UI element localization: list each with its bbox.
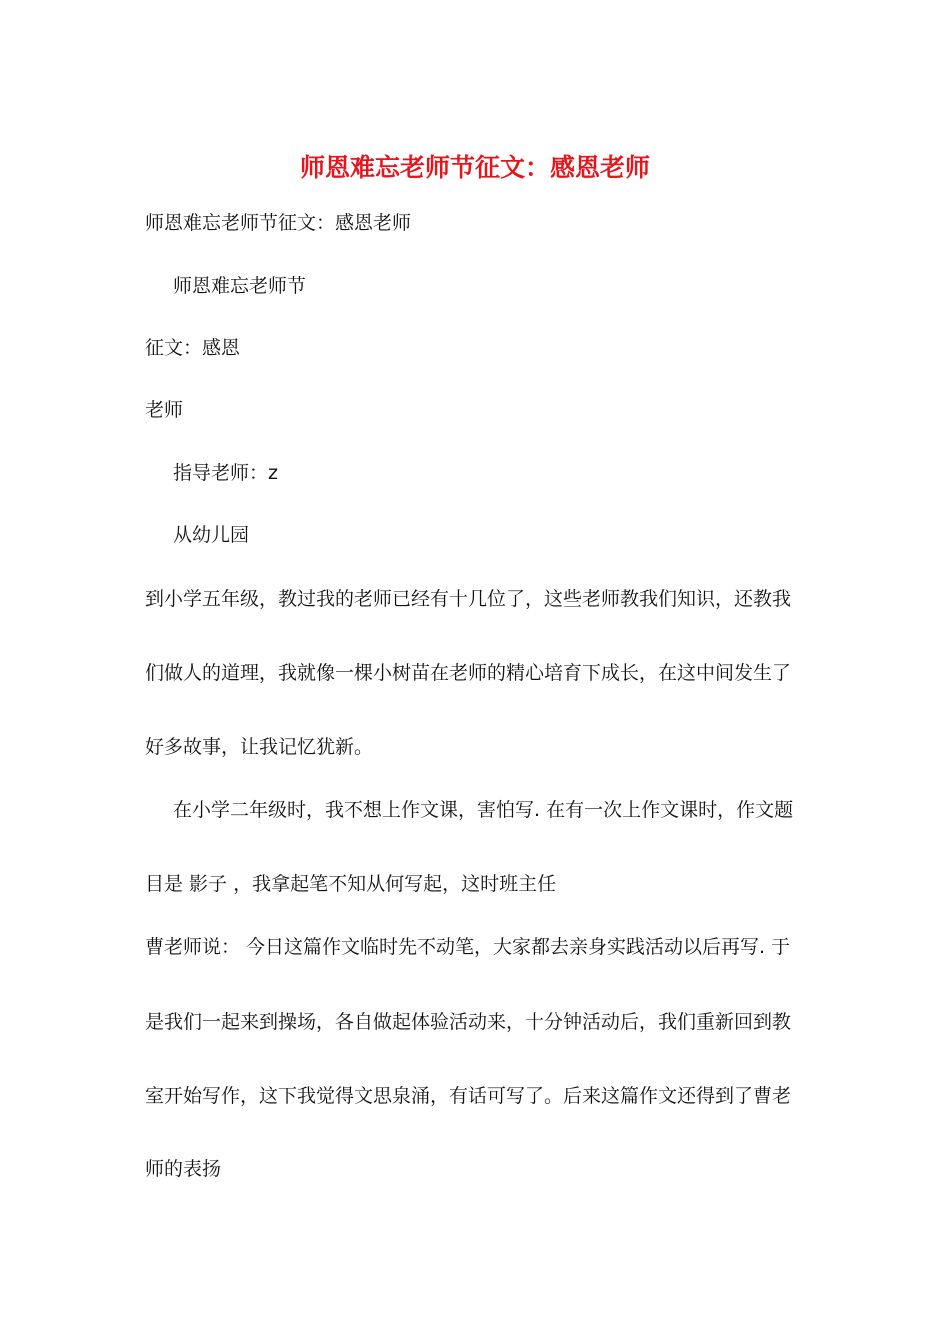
paragraph-line: 室开始写作，这下我觉得文思泉涌，有话可写了。后来这篇作文还得到了曹老: [145, 1085, 792, 1107]
paragraph-line: 是我们一起来到操场，各自做起体验活动来，十分钟活动后，我们重新回到教: [145, 1011, 792, 1033]
paragraph-line: 老师: [145, 399, 184, 421]
paragraph-line: 从幼儿园: [173, 524, 250, 546]
paragraph-line: 师恩难忘老师节征文：感恩老师: [145, 212, 412, 234]
paragraph-line: 到小学五年级，教过我的老师已经有十几位了，这些老师教我们知识，还教我: [145, 588, 792, 610]
paragraph-line: 指导老师：z: [173, 462, 278, 484]
paragraph-line: 师的表扬: [145, 1158, 222, 1180]
document-title: 师恩难忘老师节征文：感恩老师: [299, 153, 650, 182]
paragraph-line: 们做人的道理，我就像一棵小树苗在老师的精心培育下成长，在这中间发生了: [145, 662, 792, 684]
paragraph-line: 曹老师说： 今日这篇作文临时先不动笔，大家都去亲身实践活动以后再写. 于: [145, 936, 791, 958]
paragraph-line: 师恩难忘老师节: [173, 275, 307, 297]
paragraph-line: 目是 影子 ，我拿起笔不知从何写起，这时班主任: [145, 873, 557, 895]
paragraph-line: 在小学二年级时，我不想上作文课，害怕写. 在有一次上作文课时，作文题: [173, 799, 794, 821]
paragraph-line: 征文：感恩: [145, 337, 241, 359]
paragraph-line: 好多故事，让我记忆犹新。: [145, 736, 374, 758]
